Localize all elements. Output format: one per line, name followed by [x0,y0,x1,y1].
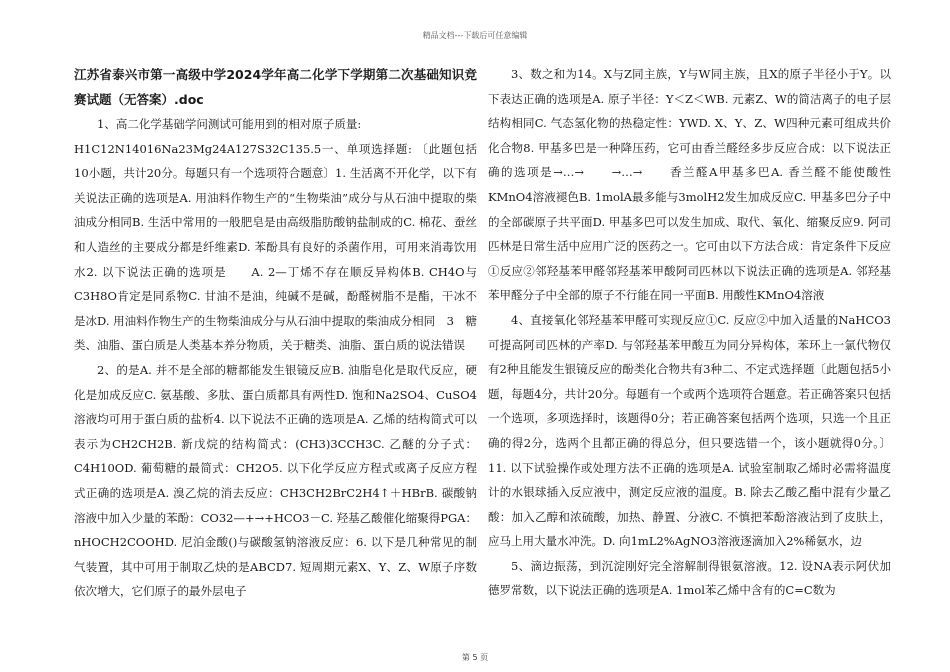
header-note: 精品文档---下载后可任意编辑 [422,31,528,40]
page-number: 第 5 页 [461,653,489,662]
left-column [74,62,477,604]
paragraph-2: 2、的是A. 并不是全部的糖都能发生银镜反应B. 油脂皂化是取代反应，硬化是加成反应C. 氨基酸、多肽、蛋白质都具有两性D. 饱和Na2SO4、CuSO4溶液均可用于蛋白质的盐析4. 以下说法不正确的选项是A. 乙烯的结构简式可以表示为CH2CH2B. 新戊烷的结构简式：(CH3)3CCH3C. 乙醚的分子式：C4H10OD. 葡萄糖的最简式：CH2O5. 以下化学反应方程式或离子反应方程式正确的选项是A. 溴乙烷的消去反应：CH3CH2BrC2H4↑＋HBrB. 碳酸钠溶液中加入少量的苯酚：CO32—+→+HCO3－C. 羟基乙酸催化缩聚得PGA：nHOCH2COOHD. 尼泊金酸()与碳酸氢钠溶液反应：6. 以下是几种常见的制气装置，其中可用于制取乙炔的是ABCD7. 短周期元素X、Y、Z、W原子序数依次增大，它们原子的最外层电子 [74,362,477,599]
paragraph-3: 3、数之和为14。X与Z同主族，Y与W同主族，且X的原子半径小于Y。以下表达正确的选项是A. 原子半径：Y＜Z＜WB. 元素Z、W的简洁离子的电子层结构相同C. 气态氢化物的热稳定性：YWD. X、Y、Z、W四种元素可组成共价化合物8. 甲基多巴是一种降压药，它可由香兰醛经多步反应合成：以下说法正确的选项是→…→ →…→ 香兰醛A甲基多巴A. 香兰醛不能使酸性KMnO4溶液褪色B. 1molA最多能与3molH2发生加成反应C. 甲基多巴分子中的全部碳原子共平面D. 甲基多巴可以发生加成、取代、氧化、缩聚反应9. 阿司匹林是日常生活中应用广泛的医药之一。它可由以下方法合成：肯定条件下反应①反应②邻羟基苯甲醛邻羟基苯甲酸阿司匹林以下说法正确的选项是A. 邻羟基苯甲醛分子中全部的原子不行能在同一平面B. 用酸性KMnO4溶液 [488,67,891,303]
paragraph-5: 5、滴边振荡，到沉淀刚好完全溶解制得银氨溶液。12. 设NA表示阿伏加德罗常数，以下说法正确的选项是A. 1mol苯乙烯中含有的C=C数为 [488,558,891,598]
document-title: 江苏省泰兴市第一高级中学2024学年高二化学下学期第二次基础知识竞赛试题（无答案）.doc [74,67,477,107]
right-column [488,62,891,603]
paragraph-4: 4、直接氧化邻羟基苯甲醛可实现反应①C. 反应②中加入适量的NaHCO3可提高阿司匹林的产率D. 与邻羟基苯甲酸互为同分异构体，苯环上一氯代物仅有2种且能发生银镜反应的酚类化合物共有3种二、不定式选择题〔此题包括5小题，每题4分，共计20分。每题有一个或两个选项符合题意。若正确答案只包括一个选项，多项选择时，该题得0分；若正确答案包括两个选项，只选一个且正确的得2分，选两个且都正确的得总分，但只要选错一个，该小题就得0分。〕11. 以下试验操作或处理方法不正确的选项是A. 试验室制取乙烯时必需将温度计的水银球插入反应液中，测定反应液的温度。B. 除去乙酸乙酯中混有少量乙酸：加入乙醇和浓硫酸，加热、静置、分液C. 不慎把苯酚溶液沾到了皮肤上，应马上用大量水冲洗。D. 向1mL2%AgNO3溶液逐滴加入2%稀氨水，边 [488,312,891,549]
paragraph-1: 1、高二化学基础学问测试可能用到的相对原子质量: [97,117,362,131]
paragraph-1-body: H1C12N14016Na23Mg24A127S32C135.5一、单项选择题: 〔此题包括10小题，共计20分。每题只有一个选项符合题意〕1. 生活离不开化学，以下有关说法正确的选项是A. 用油料作物生产的“生物柴油”成分与从石油中提取的柴油成分相同B. 生活中常用的一般肥皂是由高级脂肪酸钠盐制成的C. 棉花、蚕丝和人造丝的主要成分都是纤维素D. 苯酚具有良好的杀菌作用，可用来消毒饮用水2. 以下说法正确的选项是 A. 2—丁烯不存在顺反异构体B. CH4O与C3H8O肯定是同系物C. 甘油不是油，纯碱不是碱，酚醛树脂不是酯，干冰不是冰D. 用油料作物生产的生物柴油成分与从石油中提取的柴油成分相同 3 糖类、油脂、蛋白质是人类基本养分物质，关于糖类、油脂、蛋白质的说法错误 [74,141,477,353]
